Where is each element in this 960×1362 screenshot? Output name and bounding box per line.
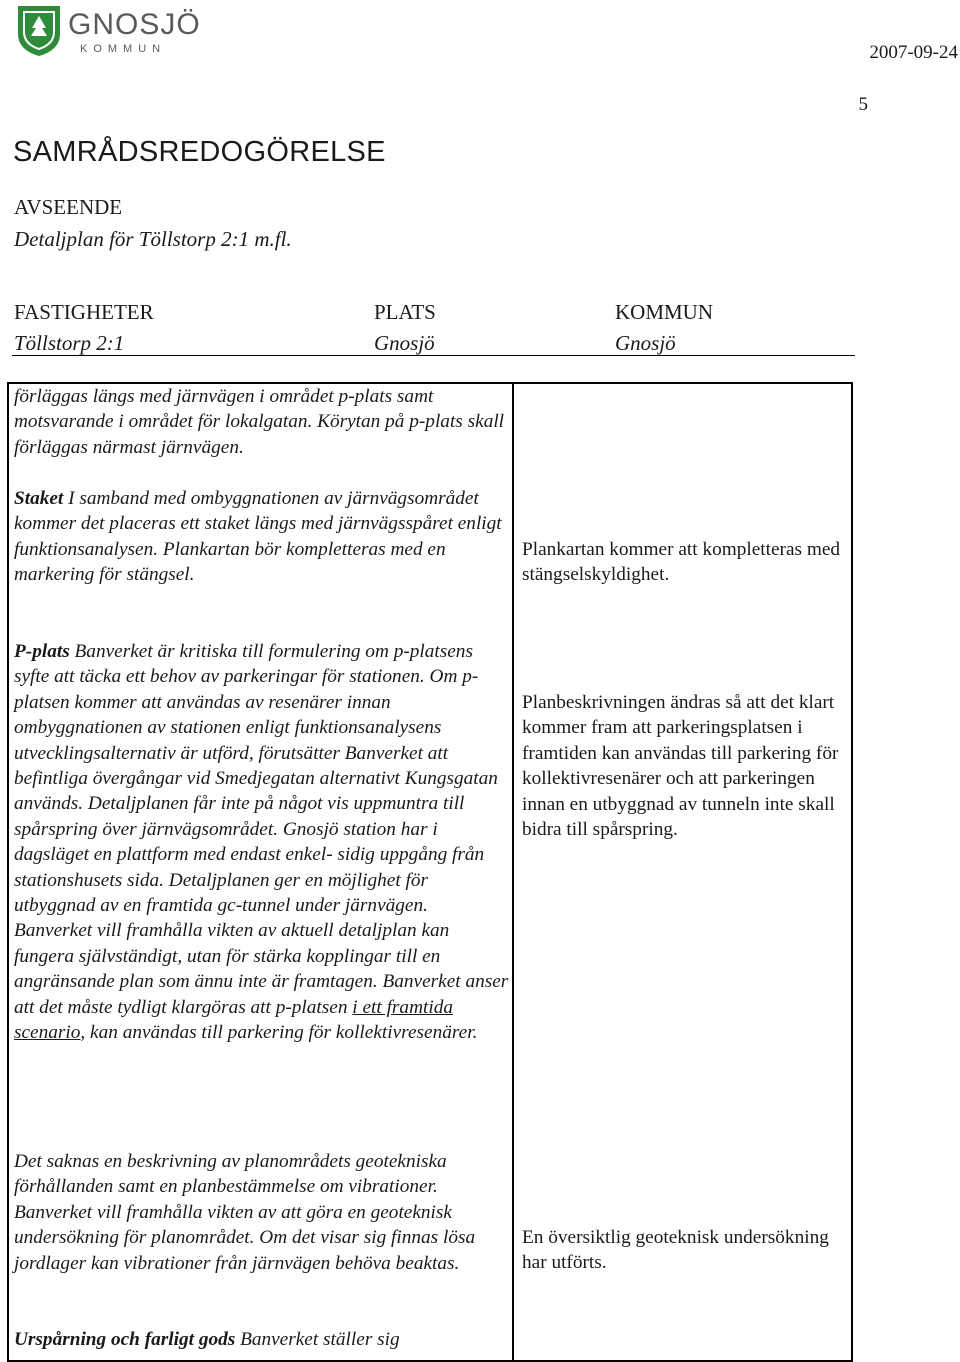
comment-heading: P-plats: [14, 641, 70, 662]
comment-pplats: [14, 639, 510, 1046]
gnosjo-kommun-logo: [12, 2, 212, 58]
header-plats: PLATS: [374, 300, 436, 324]
subject-text: Detaljplan för Töllstorp 2:1 m.fl.: [14, 227, 292, 251]
header-fastigheter: FASTIGHETER: [14, 300, 154, 324]
comment-staket: [14, 486, 510, 588]
logo-sub: KOMMUN: [80, 43, 167, 55]
comment-urspårning: [14, 1327, 510, 1352]
comment-paragraph: [14, 384, 510, 460]
comment-text: I samband med ombyggnationen av järnvägsområdet kommer det placeras ett staket längs med järnvägsspåret enligt funktionsanalysen. Plankartan bör kompletteras med en markering för stängsel.: [14, 488, 502, 586]
comment-text: förläggas längs med järnvägen i området p-plats samt motsvarande i området för lokalgatan. Körytan på p-plats skall förläggas närmast järnvägen.: [14, 386, 505, 458]
header-kommun: KOMMUN: [615, 300, 714, 324]
response-geoteknik: En översiktlig geoteknisk undersökning har utförts.: [522, 1227, 829, 1274]
comment-heading: Urspårning och farligt gods: [14, 1329, 236, 1350]
comment-text: Banverket ställer sig: [235, 1329, 400, 1350]
comment-text: Banverket är kritiska till formulering om p-platsens syfte att täcka ett behov av parkeringar för stationen. Om p-platsen kommer att användas av resenärer innan ombyggnationen av stationen enligt funktionsanalysens utvecklingsalternativ är utförd, förutsätter Banverket att befintliga övergångar vid Smedjegatan alternativt Kungsgatan används. Detaljplanen får inte på något vis uppmuntra till spårspring över järnvägsområdet. Gnosjö station har i dagsläget en plattform med endast enkel- sidig uppgång från stationshusets sida. Detaljplanen ger en möjlighet för utbyggnad av en framtida gc-tunnel under järnvägen. Banverket vill framhålla vikten av aktuell detaljplan kan fungera självständigt, utan för stärka kopplingar till en angränsande plan som ännu inte är framtagen. Banverket anser att det måste tydligt klargöras att p-platsen: [14, 641, 509, 1018]
response-pplats: Planbeskrivningen ändras så att det klart kommer fram att parkeringsplatsen i framtiden kan användas till parkering för kollektivresenärer och att parkeringen innan en utbyggnad av tunneln inte skall bidra till spårspring.: [522, 692, 839, 841]
document-date: 2007-09-24: [869, 42, 958, 63]
comment-geoteknik: [14, 1149, 510, 1276]
value-fastigheter: Töllstorp 2:1: [14, 331, 125, 355]
comment-text: , kan användas till parkering för kollektivresenärer.: [80, 1022, 478, 1044]
header-divider: [12, 355, 855, 356]
logo-name: GNOSJÖ: [68, 8, 201, 41]
avseende-label: AVSEENDE: [14, 195, 123, 219]
page-number: 5: [858, 94, 868, 115]
response-staket: Plankartan kommer att kompletteras med stängselskyldighet.: [522, 539, 841, 586]
page-title: SAMRÅDSREDOGÖRELSE: [13, 136, 386, 168]
column-divider: [512, 382, 514, 1362]
comment-text: Det saknas en beskrivning av planområdets geotekniska förhållanden samt en planbestämmelse om vibrationer. Banverket vill framhålla vikten av att göra en geoteknisk undersökning för planområdet. Om det visar sig finnas lösa jordlager kan vibrationer från järnvägen behöva beaktas.: [14, 1151, 476, 1274]
value-kommun: Gnosjö: [615, 331, 676, 355]
value-plats: Gnosjö: [374, 331, 435, 355]
underlined-phrase: i ett framtida scenario: [14, 996, 453, 1044]
comment-heading: Staket: [14, 488, 64, 509]
